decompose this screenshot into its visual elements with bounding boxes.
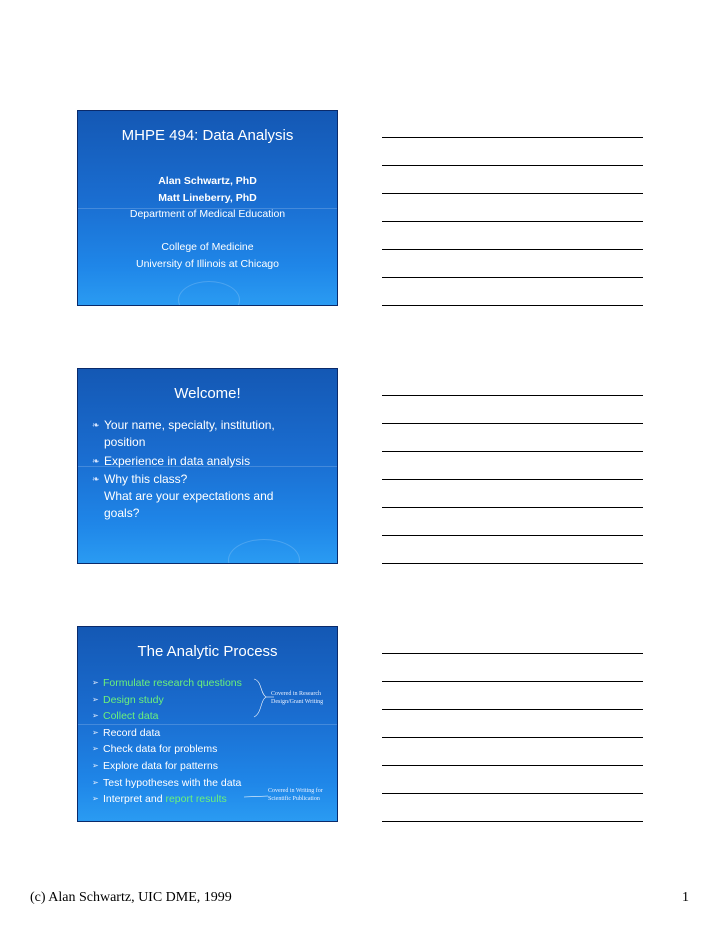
note-line xyxy=(382,137,643,138)
spacer xyxy=(78,223,337,240)
note-line xyxy=(382,765,643,766)
arrow-bullet-icon: ➢ xyxy=(92,760,99,770)
department: Department of Medical Education xyxy=(129,208,286,220)
footer-copyright: (c) Alan Schwartz, UIC DME, 1999 xyxy=(30,890,232,905)
note-line xyxy=(382,793,643,794)
note-line xyxy=(382,681,643,682)
list-item: ➢ Formulate research questions xyxy=(92,675,329,692)
swirl-decoration xyxy=(178,281,240,306)
slide-title: The Analytic Process xyxy=(137,643,278,660)
arrow-bullet-icon: ➢ xyxy=(92,744,99,754)
bullet-list xyxy=(92,417,329,522)
arrow-bullet-icon: ➢ xyxy=(92,727,99,737)
list-item: ❧ Why this class? What are your expectations and goals? xyxy=(92,472,274,520)
slide-title: MHPE 494: Data Analysis xyxy=(121,127,294,144)
author-name: Matt Lineberry, PhD xyxy=(158,191,257,204)
list-item: ❧ Experience in data analysis xyxy=(92,454,251,468)
note-line xyxy=(382,277,643,278)
note-line xyxy=(382,653,643,654)
note-line xyxy=(382,709,643,710)
note-line xyxy=(382,563,643,564)
list-item: ➢ Collect data xyxy=(92,708,329,725)
note-line xyxy=(382,507,643,508)
note-writing: Covered in Writing for Scientific Publication xyxy=(268,788,323,802)
swirl-decoration xyxy=(228,539,300,564)
list-item: ➢ Check data for problems xyxy=(92,741,329,758)
list-item: ➢ Explore data for patterns xyxy=(92,758,329,775)
slide-1 xyxy=(77,110,338,306)
note-line xyxy=(382,395,643,396)
slide-3 xyxy=(77,626,338,822)
slide-title: Welcome! xyxy=(174,385,241,402)
note-line xyxy=(382,249,643,250)
note-line xyxy=(382,451,643,452)
university: University of Illinois at Chicago xyxy=(136,257,279,270)
bullet-icon: ❧ xyxy=(92,456,100,466)
arrow-bullet-icon: ➢ xyxy=(92,711,99,721)
list-item: ➢ Record data xyxy=(92,725,329,742)
note-line xyxy=(382,193,643,194)
page-number: 1 xyxy=(682,890,689,905)
list-item: ❧ Your name, specialty, institution, position xyxy=(92,418,275,449)
list-item: ➢ Interpret and report results xyxy=(92,791,329,808)
note-line xyxy=(382,479,643,480)
bullet-icon: ❧ xyxy=(92,474,100,484)
note-line xyxy=(382,305,643,306)
note-line xyxy=(382,165,643,166)
arrow-connector xyxy=(242,791,270,801)
note-line xyxy=(382,535,643,536)
college: College of Medicine xyxy=(161,241,254,253)
author-block xyxy=(78,173,337,272)
arrow-bullet-icon: ➢ xyxy=(92,694,99,704)
slide-2 xyxy=(77,368,338,564)
author-name: Alan Schwartz, PhD xyxy=(158,175,257,187)
note-line xyxy=(382,821,643,822)
list-item: ➢ Test hypotheses with the data xyxy=(92,775,329,792)
bullet-icon: ❧ xyxy=(92,420,100,430)
note-research: Covered in Research Design/Grant Writing xyxy=(271,691,324,705)
note-line xyxy=(382,737,643,738)
note-line xyxy=(382,221,643,222)
arrow-bullet-icon: ➢ xyxy=(92,794,99,804)
note-line xyxy=(382,423,643,424)
arrow-bullet-icon: ➢ xyxy=(92,678,99,687)
list-item: ➢ Design study xyxy=(92,692,329,709)
arrow-bullet-icon: ➢ xyxy=(92,777,99,787)
